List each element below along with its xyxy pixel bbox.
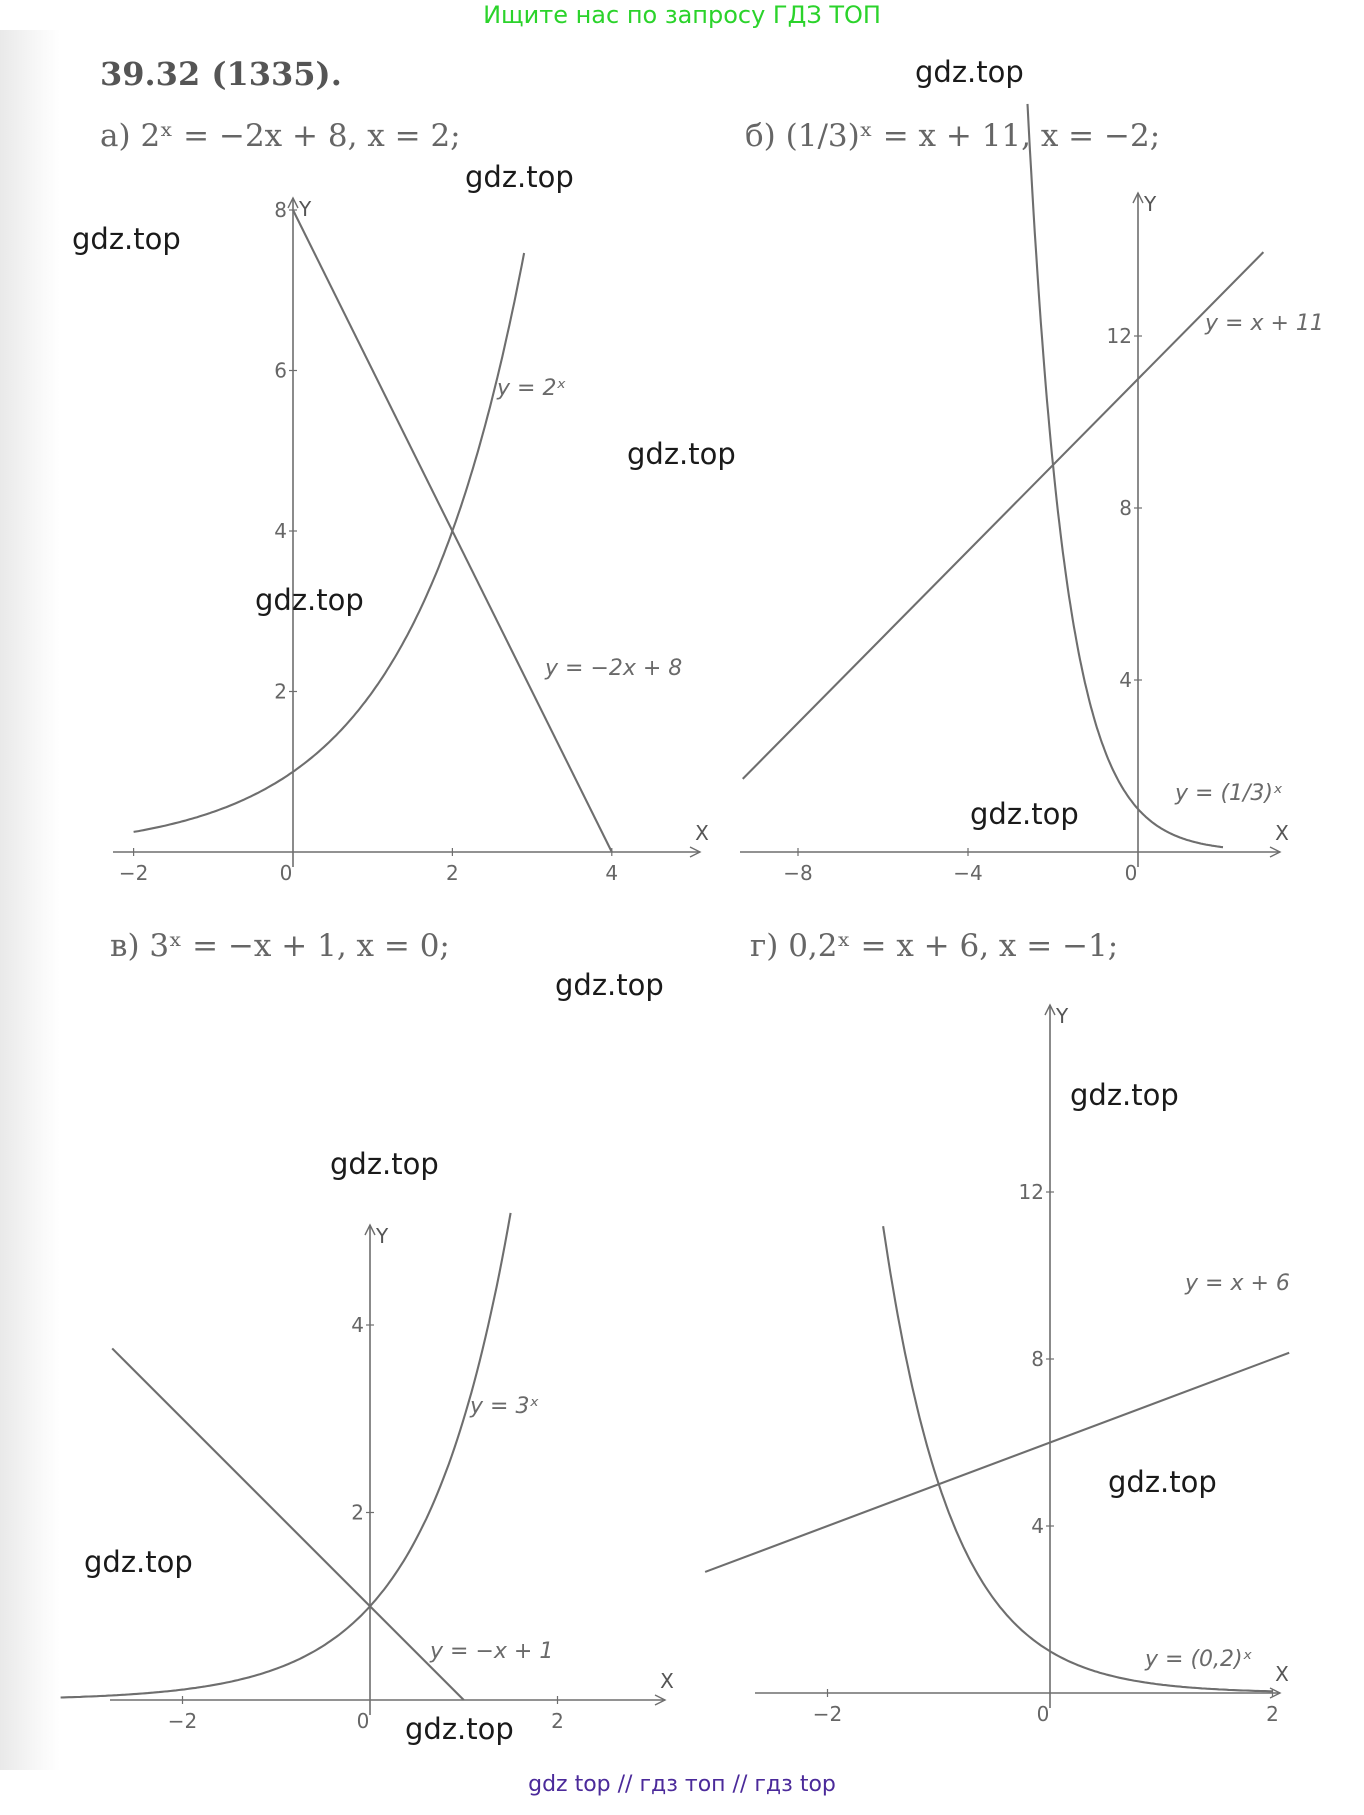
y-axis-label: Y bbox=[376, 1224, 389, 1248]
y-axis-label: Y bbox=[299, 197, 312, 221]
equation-b-text: (1/3)ˣ = x + 11, x = −2; bbox=[785, 118, 1161, 154]
x-tick-label: 4 bbox=[605, 861, 619, 885]
watermark: gdz.top bbox=[84, 1545, 193, 1579]
x-tick-label: −2 bbox=[812, 1702, 843, 1726]
x-tick-label: 2 bbox=[551, 1709, 564, 1733]
watermark: gdz.top bbox=[555, 968, 664, 1002]
series-label: y = x + 6 bbox=[1185, 1271, 1290, 1296]
y-tick-label: 2 bbox=[274, 679, 287, 704]
footer-links[interactable]: gdz top // гдз топ // гдз top bbox=[528, 1772, 836, 1797]
y-tick-label: 8 bbox=[274, 198, 287, 222]
y-tick-label: 4 bbox=[351, 1313, 364, 1337]
watermark: gdz.top bbox=[915, 55, 1024, 89]
series-label: y = x + 11 bbox=[1205, 311, 1324, 336]
watermark: gdz.top bbox=[405, 1712, 514, 1746]
x-tick-label: −2 bbox=[167, 1709, 198, 1733]
x-tick-label: 0 bbox=[1124, 861, 1138, 885]
y-axis-label: Y bbox=[1056, 1004, 1069, 1028]
x-tick-label: 0 bbox=[279, 861, 293, 885]
watermark: gdz.top bbox=[72, 222, 181, 256]
equation-c-text: 3ˣ = −x + 1, x = 0; bbox=[149, 928, 450, 964]
y-axis-label: Y bbox=[1144, 192, 1157, 216]
series-label: y = −2x + 8 bbox=[545, 656, 683, 681]
watermark: gdz.top bbox=[1070, 1078, 1179, 1112]
series-line bbox=[705, 1353, 1289, 1572]
watermark: gdz.top bbox=[465, 160, 574, 194]
y-tick-label: 8 bbox=[1031, 1347, 1044, 1371]
watermark: gdz.top bbox=[255, 583, 364, 617]
equation-d-label: г) bbox=[750, 928, 779, 964]
y-tick-label: 12 bbox=[1106, 324, 1132, 348]
y-tick-label: 4 bbox=[274, 519, 287, 543]
y-tick-label: 8 bbox=[1119, 496, 1132, 520]
series-label: y = 3ˣ bbox=[470, 1394, 540, 1419]
x-tick-label: 0 bbox=[356, 1709, 370, 1733]
y-tick-label: 12 bbox=[1018, 1180, 1044, 1204]
x-axis-label: X bbox=[1275, 821, 1289, 845]
equation-b-label: б) bbox=[745, 118, 776, 154]
problem-number: 39.32 (1335). bbox=[100, 55, 342, 93]
y-tick-label: 4 bbox=[1119, 668, 1132, 692]
series-label: y = 2ˣ bbox=[497, 376, 567, 401]
y-tick-label: 6 bbox=[274, 358, 287, 383]
x-tick-label: 2 bbox=[446, 861, 459, 885]
watermark: gdz.top bbox=[627, 437, 736, 471]
y-tick-label: 4 bbox=[1031, 1514, 1044, 1538]
watermark: gdz.top bbox=[1108, 1465, 1217, 1499]
x-tick-label: 2 bbox=[1266, 1702, 1279, 1726]
equation-a-text: 2ˣ = −2x + 8, x = 2; bbox=[140, 118, 461, 154]
x-tick-label: −8 bbox=[783, 861, 813, 885]
x-tick-label: 0 bbox=[1036, 1702, 1050, 1726]
y-tick-label: 2 bbox=[351, 1500, 364, 1525]
series-label: y = (0,2)ˣ bbox=[1145, 1647, 1253, 1672]
series-label: y = −x + 1 bbox=[430, 1639, 554, 1664]
equation-d-text: 0,2ˣ = x + 6, x = −1; bbox=[788, 928, 1119, 964]
watermark: gdz.top bbox=[330, 1147, 439, 1181]
equation-a-label: а) bbox=[100, 118, 131, 154]
x-axis-label: X bbox=[1275, 1662, 1289, 1686]
x-tick-label: −4 bbox=[953, 861, 983, 885]
watermark: gdz.top bbox=[970, 797, 1079, 831]
search-banner[interactable]: Ищите нас по запросу ГДЗ ТОП bbox=[483, 1, 881, 29]
series-label: y = (1/3)ˣ bbox=[1175, 781, 1283, 806]
x-axis-label: X bbox=[695, 821, 709, 845]
x-tick-label: −2 bbox=[118, 861, 149, 885]
equation-c-label: в) bbox=[110, 928, 140, 964]
x-axis-label: X bbox=[660, 1669, 674, 1693]
